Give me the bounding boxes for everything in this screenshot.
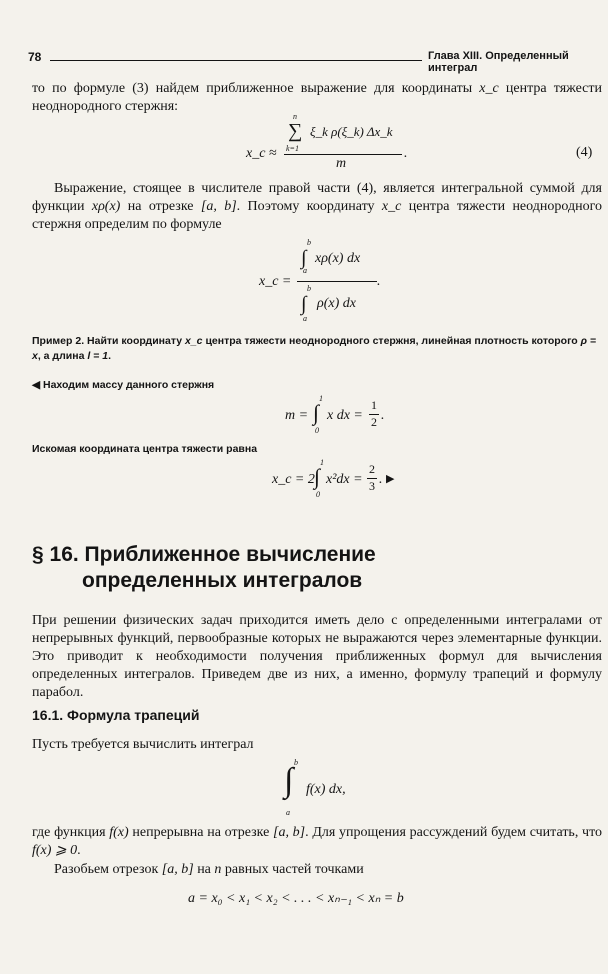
xc-symbol: x_c [381, 199, 402, 214]
solution-end-icon: ▶ [386, 473, 395, 485]
formula5-tail: . [377, 274, 381, 289]
example-text-d: . [108, 350, 111, 362]
section-title-line1: § 16. Приближенное вычисление [32, 543, 376, 566]
mass-tail: . [381, 408, 385, 423]
chapter-title: Глава XIII. Определенный интеграл [428, 50, 569, 74]
header-rule [50, 60, 422, 61]
para6-text-b: на [193, 862, 215, 877]
mass-den: 2 [371, 415, 377, 429]
mass-num: 1 [371, 398, 377, 412]
xc-den: 3 [369, 479, 375, 493]
formula4-sum-bottom: k=1 [286, 144, 299, 153]
integral-icon: ∫ [314, 464, 321, 489]
para2-text-c: . Поэтому координату [236, 199, 382, 214]
rho-eq: ρ = x [32, 335, 597, 362]
fraction-bar [297, 281, 377, 282]
f-of-x: f(x) [109, 825, 129, 840]
formula5-lhs: x_c = [259, 274, 292, 289]
xc-lhs: x_c = 2 [272, 472, 315, 487]
para6-text-c: равных частей точками [221, 862, 364, 877]
para5-text-b: непрерывна на отрезке [128, 825, 274, 840]
fraction-bar [284, 154, 402, 155]
integral-lower: a [286, 808, 290, 817]
example-text-c: , а длина [37, 350, 88, 362]
paragraph-partition [54, 861, 364, 879]
formula-xc-result [272, 458, 402, 504]
para2-text-d: центра тяжести неоднородного стержня определим по формуле [32, 199, 602, 232]
paragraph-approx: При решении физических задач приходится иметь дело с определенными интегралами от непрерывных функций, первообразные которых не выражаются через элементарные функции. Это приводит к необходимости получения приближенных формул для вычисления определенных интегралов. Приведем две из них, а именно, формулу трапеций и формулу парабол. [32, 613, 602, 700]
mass-lower: 0 [315, 426, 319, 435]
para1-text-a: то по формуле (3) найдем приближенное выражение для координаты [32, 81, 480, 96]
solution-line-2: Искомая координата центра тяжести равна [32, 443, 258, 455]
integral-icon: ∫ [284, 762, 294, 799]
integral-icon: ∫ [301, 247, 307, 269]
formula5-lower: a [303, 266, 307, 275]
formula5-upper: b [307, 284, 311, 293]
example-text-a: Найти координату [84, 335, 185, 347]
paragraph-compute: Пусть требуется вычислить интеграл [32, 737, 254, 752]
subsection-title: 16.1. Формула трапеций [32, 707, 200, 723]
page-number: 78 [28, 50, 42, 64]
formula-partition: a = x₀ < x₁ < x₂ < . . . < xₙ₋₁ < xₙ = b [188, 891, 404, 906]
para1-text-b: центра тяжести неоднородного стержня: [32, 81, 603, 114]
solution-line1-text: Находим массу данного стержня [43, 379, 215, 391]
formula4-tail: . [404, 146, 408, 161]
formula4-sum-top: n [293, 112, 297, 121]
paragraph-continuous [32, 824, 602, 860]
formula-integral [282, 758, 372, 818]
para2-text-b: на отрезке [120, 199, 201, 214]
solution-start-icon: ◀ [32, 379, 41, 391]
xc-upper: 1 [320, 458, 324, 467]
paragraph-intro [32, 80, 602, 116]
formula5-den: ρ(x) dx [317, 296, 356, 311]
formula5-upper: b [307, 238, 311, 247]
integral-icon: ∫ [313, 400, 320, 425]
example-2 [32, 334, 602, 364]
solution-line-1 [32, 378, 214, 393]
formula4-numerator: ξ_k ρ(ξ_k) Δx_k [310, 124, 393, 139]
l-eq: l = 1 [87, 350, 109, 362]
interval-ab: [a, b] [161, 862, 194, 877]
n-symbol: n [214, 862, 222, 877]
formula-4 [212, 112, 412, 171]
equation-number: (4) [576, 145, 593, 160]
para6-text-a: Разобьем отрезок [54, 862, 162, 877]
example-label: Пример 2. [32, 335, 85, 347]
mass-lhs: m = [285, 408, 309, 423]
para5-text-d: . [77, 843, 81, 858]
para2-text-a: Выражение, стоящее в числителе правой части (4), является интегральной суммой для функции [32, 181, 602, 214]
func-xrho: xρ(x) [91, 199, 121, 214]
formula4-lhs: x_c ≈ [246, 146, 277, 161]
xc-symbol: x_c [185, 335, 203, 347]
paragraph-integral-sum [32, 180, 602, 234]
mass-integrand: x dx = [327, 408, 363, 423]
mass-upper: 1 [319, 394, 323, 403]
section-title-line2: определенных интегралов [82, 569, 363, 592]
interval-ab: [a, b] [273, 825, 306, 840]
para5-text-c: . Для упрощения рассуждений будем считать, что [305, 825, 603, 840]
sum-icon: ∑ [288, 120, 303, 142]
integral-icon: ∫ [301, 293, 307, 315]
integral-upper: b [294, 758, 298, 767]
formula5-lower: a [303, 314, 307, 323]
formula5-num: xρ(x) dx [315, 251, 361, 266]
formula4-denominator: m [336, 156, 347, 171]
xc-integrand: x²dx = [326, 472, 363, 487]
interval-ab: [a, b] [200, 199, 237, 214]
xc-num: 2 [369, 462, 375, 476]
example-text-b: центра тяжести неоднородного стержня, линейная плотность которого [202, 335, 581, 347]
xc-symbol: x_c [479, 81, 499, 96]
para5-text-a: где функция [32, 825, 110, 840]
xc-lower: 0 [316, 490, 320, 499]
condition: f(x) ⩾ 0 [32, 843, 78, 858]
formula-5 [255, 238, 395, 330]
xc-tail: . [379, 472, 383, 487]
integral-integrand: f(x) dx, [306, 782, 346, 797]
formula-mass [285, 394, 395, 440]
section-title [32, 542, 376, 594]
